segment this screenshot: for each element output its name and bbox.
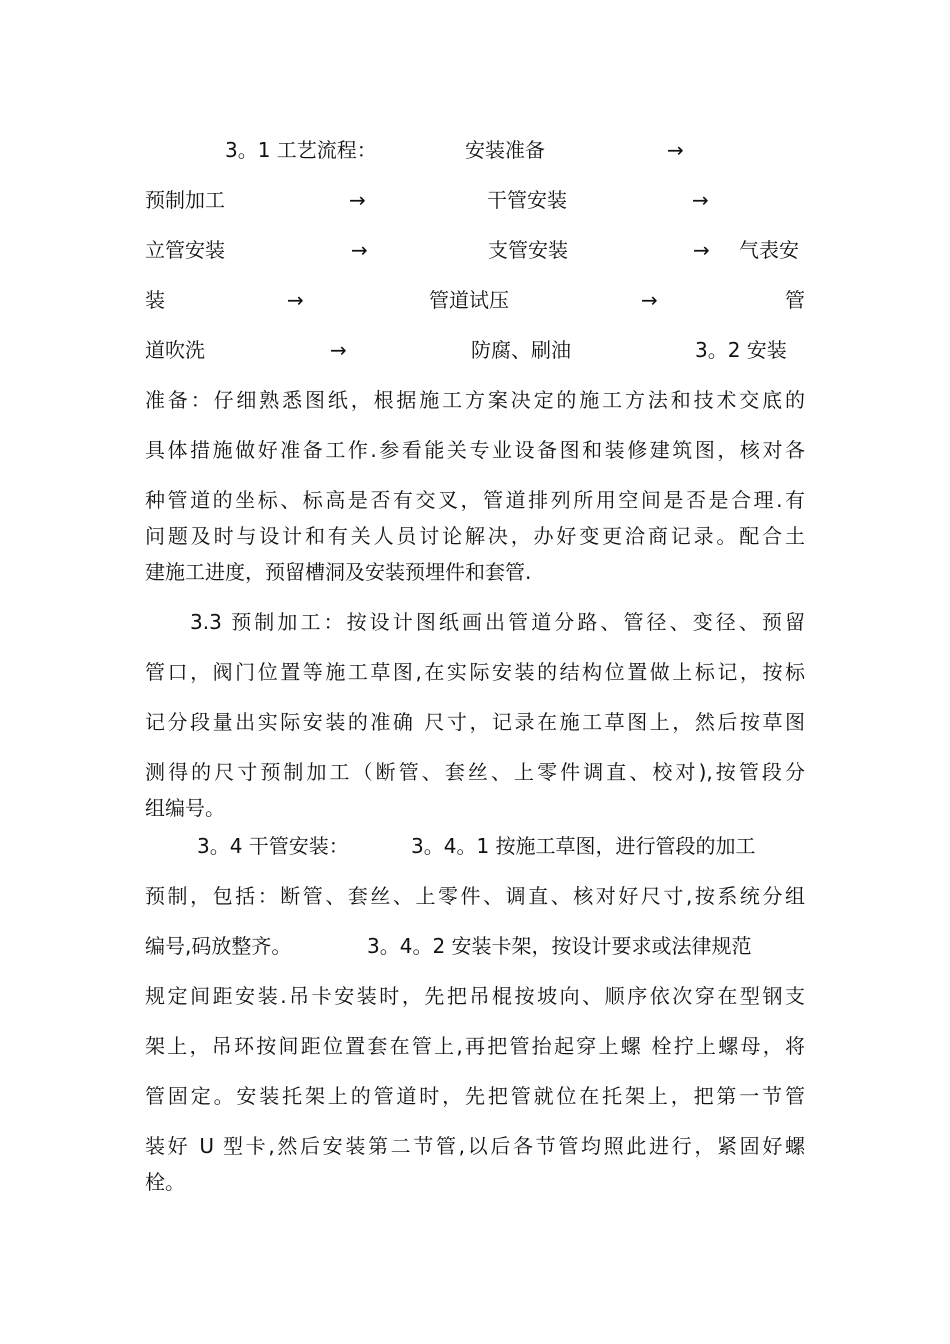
paragraph-line: 具体措施做好准备工作.参看能关专业设备图和装修建筑图，核对各 [145, 438, 805, 462]
flow-row-1 [145, 136, 805, 164]
flow-step-pressure-test: 管道试压 [429, 288, 509, 312]
flow-step-anticorrosion: 防腐、刷油 [471, 338, 571, 362]
section-3-4-line [145, 832, 805, 860]
flow-row-5 [145, 336, 805, 364]
flow-row-4 [145, 286, 805, 314]
flow-arrow: → [330, 338, 347, 362]
section-3-4-2-text: 3。4。2 安装卡架，按设计要求或法律规范 [367, 934, 752, 958]
section-3-4-heading: 3。4 干管安装： [197, 834, 349, 858]
section-3-1-heading: 3。1 工艺流程： [225, 138, 377, 162]
flow-step-flush-part1: 管 [785, 288, 805, 312]
paragraph-line: 架上，吊环按间距位置套在管上,再把管抬起穿上螺 栓拧上螺母，将 [145, 1034, 805, 1058]
flow-row-3 [145, 236, 805, 264]
paragraph-line: 组编号。 [145, 796, 225, 820]
flow-arrow: → [287, 288, 304, 312]
flow-arrow: → [693, 238, 710, 262]
flow-arrow: → [692, 188, 709, 212]
flow-step-branch: 支管安装 [488, 238, 568, 262]
paragraph-line: 记分段量出实际安装的准确 尺寸，记录在施工草图上，然后按草图 [145, 710, 805, 734]
flow-step-flush-part2: 道吹洗 [145, 338, 205, 362]
paragraph-line: 装好 U 型卡,然后安装第二节管,以后各节管均照此进行，紧固好螺 [145, 1134, 805, 1158]
section-3-4-2-line [145, 932, 805, 960]
paragraph-line: 管口，阀门位置等施工草图,在实际安装的结构位置做上标记，按标 [145, 660, 805, 684]
paragraph-line: 建施工进度，预留槽洞及安装预埋件和套管. [145, 560, 532, 584]
paragraph-line: 准备：仔细熟悉图纸，根据施工方案决定的施工方法和技术交底的 [145, 388, 805, 412]
flow-step-meter-part2: 装 [145, 288, 165, 312]
flow-arrow: → [351, 238, 368, 262]
flow-row-2 [145, 186, 805, 214]
section-3-4-1-text: 3。4。1 按施工草图，进行管段的加工 [411, 834, 756, 858]
paragraph-line: 栓。 [145, 1170, 185, 1194]
flow-step-riser: 立管安装 [145, 238, 225, 262]
paragraph-line: 管固定。安装托架上的管道时，先把管就位在托架上，把第一节管 [145, 1084, 805, 1108]
paragraph-line: 测得的尺寸预制加工（断管、套丝、上零件调直、校对),按管段分 [145, 760, 805, 784]
flow-arrow: → [641, 288, 658, 312]
flow-step-prep: 安装准备 [465, 138, 545, 162]
paragraph-line: 规定间距安装.吊卡安装时，先把吊棍按坡向、顺序依次穿在型钢支 [145, 984, 805, 1008]
flow-step-meter-part1: 气表安 [739, 238, 799, 262]
paragraph-line: 种管道的坐标、标高是否有交叉，管道排列所用空间是否是合理.有 [145, 488, 805, 512]
flow-step-main-pipe: 干管安装 [487, 188, 567, 212]
flow-arrow: → [667, 138, 684, 162]
paragraph-line: 预制，包括：断管、套丝、上零件、调直、核对好尺寸,按系统分组 [145, 884, 805, 908]
paragraph-line: 问题及时与设计和有关人员讨论解决，办好变更洽商记录。配合土 [145, 524, 805, 548]
paragraph-fragment: 编号,码放整齐。 [145, 934, 292, 958]
flow-step-prefab: 预制加工 [145, 188, 225, 212]
section-3-2-heading: 3。2 安装 [695, 338, 787, 362]
section-3-3-first-line: 3.3 预制加工：按设计图纸画出管道分路、管径、变径、预留 [190, 610, 805, 634]
flow-arrow: → [349, 188, 366, 212]
